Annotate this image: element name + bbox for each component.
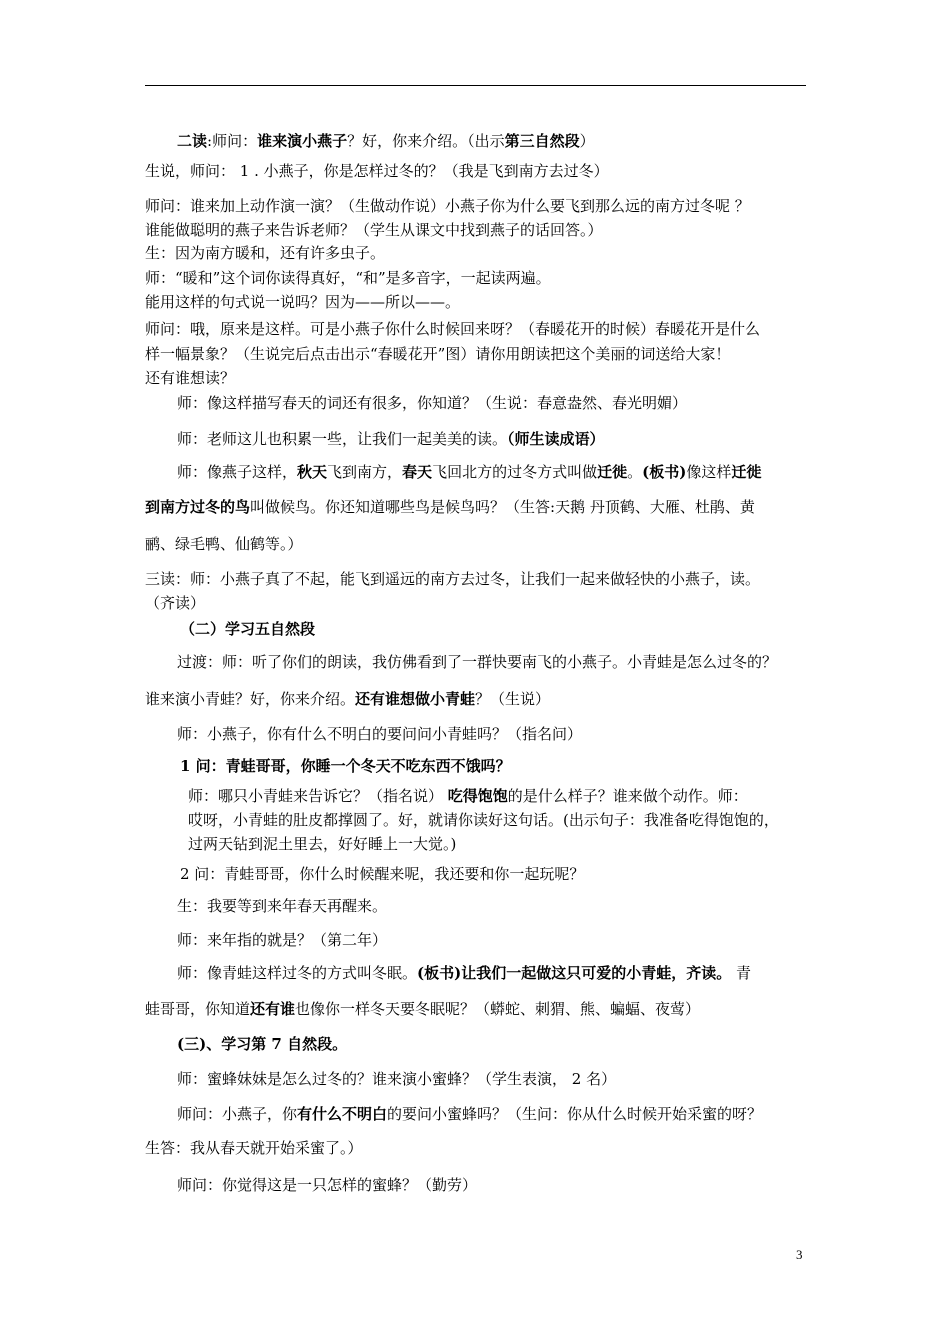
text-line [145,344,730,364]
text-run: 鹂、绿毛鸭、仙鹤等。） [145,535,303,553]
text-line [145,243,385,263]
text-run: 师问：哦，原来是这样。可是小燕子你什么时候回来呀？（春暖花开的时候）春暖花开是什么 [145,320,761,338]
text-line [177,652,777,672]
bold-run: 谁来演小燕子 [257,132,348,150]
bold-run: 二读 [177,132,208,150]
bold-run: 迁徙 [597,463,628,481]
text-line [145,569,760,589]
text-line [145,368,235,388]
bold-run: (板书)让我们一起做这只可爱的小青蛙，齐读。 [417,964,732,982]
text-run: （齐读） [145,594,206,612]
bold-run: 到南方过冬的鸟 [145,498,251,516]
text-run: 谁能做聪明的燕子来告诉老师？（学生从课文中找到燕子的话回答。） [145,221,603,239]
page-number: 3 [796,1247,803,1262]
text-line [145,999,700,1019]
text-line [145,220,603,240]
text-line [177,1034,347,1054]
text-line [177,963,751,983]
text-line [188,810,779,830]
text-run: 生答：我从春天就开始采蜜了。） [145,1139,363,1157]
text-run: 的是什么样子？谁来做个动作。师： [507,787,748,805]
text-run: 蛙哥哥，你知道 [145,1000,251,1018]
text-run: 三读：师：小燕子真了不起，能飞到遥远的南方去过冬，让我们一起来做轻快的小燕子，读。 [145,570,761,588]
text-run: 师：来年指的就是？（第二年） [177,931,388,949]
text-run: ？好，你来介绍。（出示 [347,132,505,150]
text-run: 谁来演小青蛙？好，你来介绍。 [145,690,356,708]
text-line [177,1069,616,1089]
text-run: 飞到南方， [327,463,403,481]
text-run: 。 [627,463,643,481]
text-run: 师问：谁来加上动作演一演？（生做动作说）小燕子你为什么要飞到那么远的南方过冬呢 ？ [145,197,750,215]
text-run: 师：像青蛙这样过冬的方式叫冬眠。 [177,964,418,982]
bold-run: 1 问：青蛙哥哥，你睡一个冬天不吃东西不饿吗？ [180,757,511,775]
text-run: 像这样 [686,463,732,481]
bold-run: (板书) [642,463,687,481]
text-run: 还有谁想读？ [145,369,236,387]
text-line [145,319,760,339]
header-rule [145,85,806,86]
text-line [180,864,584,884]
text-line [177,429,605,449]
text-line [177,1175,477,1195]
bold-run: 还有谁 [250,1000,296,1018]
text-line [145,497,755,517]
text-line [177,393,687,413]
text-run: 哎呀，小青蛙的肚皮都撑圆了。好，就请你读好这句话。(出示句子：我准备吃得饱饱的， [188,811,779,829]
text-run: 也像你一样冬天要冬眠呢？（蟒蛇、刺猬、熊、蝙蝠、夜莺） [295,1000,701,1018]
text-line [177,896,387,916]
text-run: ） [579,132,595,150]
text-line [145,1138,363,1158]
text-run: 过渡：师：听了你们的朗读，我仿佛看到了一群快要南飞的小燕子。小青蛙是怎么过冬的？ [177,653,778,671]
text-run: 生：我要等到来年春天再醒来。 [177,897,388,915]
bold-run: 还有谁想做小青蛙 [355,690,476,708]
text-run: 样一幅景象？（生说完后点击出示“春暖花开”图）请你用朗读把这个美丽的词送给大家！ [145,345,731,363]
bold-run: (三)、学习第 7 自然段。 [177,1035,348,1053]
text-run: 师问：你觉得这是一只怎样的蜜蜂？（勤劳） [177,1176,478,1194]
text-run: 师：蜜蜂妹妹是怎么过冬的？谁来演小蜜蜂？（学生表演， 2 名） [177,1070,617,1088]
text-run: ？（生说） [475,690,551,708]
bold-run: 秋天 [297,463,328,481]
text-run: 飞回北方的过冬方式叫做 [432,463,598,481]
text-run: 师：哪只小青蛙来告诉它？（指名说） [188,787,448,805]
text-line [180,619,315,639]
text-line [145,689,550,709]
text-line [145,292,460,312]
text-line [177,462,761,482]
text-run: 青 [731,964,751,982]
text-line [177,930,387,950]
text-run: 生：因为南方暖和，还有许多虫子。 [145,244,386,262]
bold-run: 第三自然段 [504,132,580,150]
text-line [145,161,609,181]
bold-run: 迁徙 [731,463,762,481]
bold-run: （师生读成语） [507,430,605,448]
text-run: 师：老师这儿也积累一些，让我们一起美美的读。 [177,430,508,448]
text-line [180,756,511,776]
text-run: 2 问：青蛙哥哥，你什么时候醒来呢，我还要和你一起玩呢？ [180,865,585,883]
bold-run: （二）学习五自然段 [180,620,316,638]
text-run: :师问： [207,132,258,150]
text-run: 师：像这样描写春天的词还有很多，你知道？（生说：春意盎然、春光明媚） [177,394,688,412]
text-line [177,131,595,151]
text-line [177,1104,762,1124]
text-run: 过两天钻到泥土里去，好好睡上一大觉。) [188,835,457,853]
text-line [145,593,205,613]
text-run: 师：像燕子这样， [177,463,298,481]
bold-run: 吃得饱饱 [447,787,508,805]
text-run: 师问：小燕子，你 [177,1105,298,1123]
text-run: 生说，师问： 1 . 小燕子，你是怎样过冬的？（我是飞到南方去过冬） [145,162,609,180]
text-line [188,834,456,854]
text-run: 的要问小蜜蜂吗？（生问：你从什么时候开始采蜜的呀？ [387,1105,763,1123]
text-run: 叫做候鸟。你还知道哪些鸟是候鸟吗？（生答:天鹅 丹顶鹤、大雁、杜鹃、黄 [250,498,755,516]
text-line [177,724,582,744]
text-line [188,786,748,806]
text-line [145,196,750,216]
bold-run: 春天 [402,463,433,481]
text-line [145,534,303,554]
text-run: 师：小燕子，你有什么不明白的要问问小青蛙吗？（指名问） [177,725,583,743]
text-run: 师：“暖和”这个词你读得真好，“和”是多音字，一起读两遍。 [145,269,551,287]
text-run: 能用这样的句式说一说吗？因为——所以——。 [145,293,461,311]
text-line [145,268,551,288]
bold-run: 有什么不明白 [297,1105,388,1123]
